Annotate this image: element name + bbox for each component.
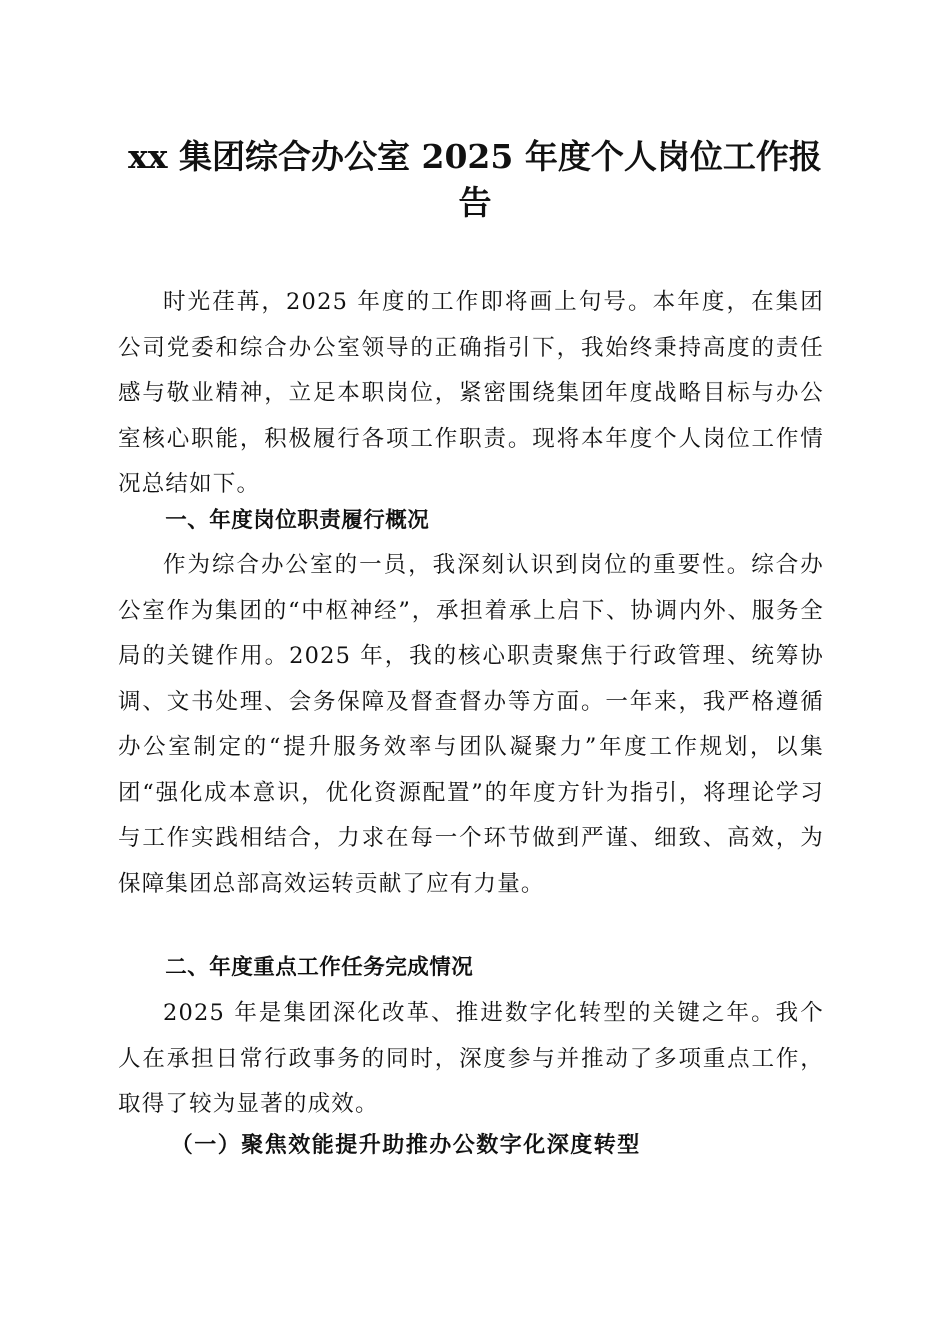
section-heading-2: 二、年度重点工作任务完成情况: [165, 955, 474, 980]
document-title: xx 集团综合办公室 2025 年度个人岗位工作报告: [128, 137, 822, 222]
section-2-paragraph: 2025 年是集团深化改革、推进数字化转型的关键之年。我个人在承担日常行政事务的同时，深度参与并推动了多项重点工作，取得了较为显著的成效。: [118, 1000, 824, 1117]
section-1-paragraph: 作为综合办公室的一员，我深刻认识到岗位的重要性。综合办公室作为集团的“中枢神经”，承担着承上启下、协调内外、服务全局的关键作用。2025 年，我的核心职责聚焦于行政管理、统筹协调、文书处理、会务保障及督查督办等方面。一年来，我严格遵循办公室制定的“提升服务效率与团队凝聚力”年度工作规划，以集团“强化成本意识，优化资源配置”的年度方针为指引，将理论学习与工作实践相结合，力求在每一个环节做到严谨、细致、高效，为保障集团总部高效运转贡献了应有力量。: [118, 552, 824, 897]
subsection-heading-1: （一）聚焦效能提升助推办公数字化深度转型: [170, 1132, 641, 1158]
intro-paragraph: 时光荏苒，2025 年度的工作即将画上句号。本年度，在集团公司党委和综合办公室领导的正确指引下，我始终秉持高度的责任感与敬业精神，立足本职岗位，紧密围绕集团年度战略目标与办公室核心职能，积极履行各项工作职责。现将本年度个人岗位工作情况总结如下。: [118, 289, 824, 497]
section-heading-1: 一、年度岗位职责履行概况: [165, 508, 430, 533]
